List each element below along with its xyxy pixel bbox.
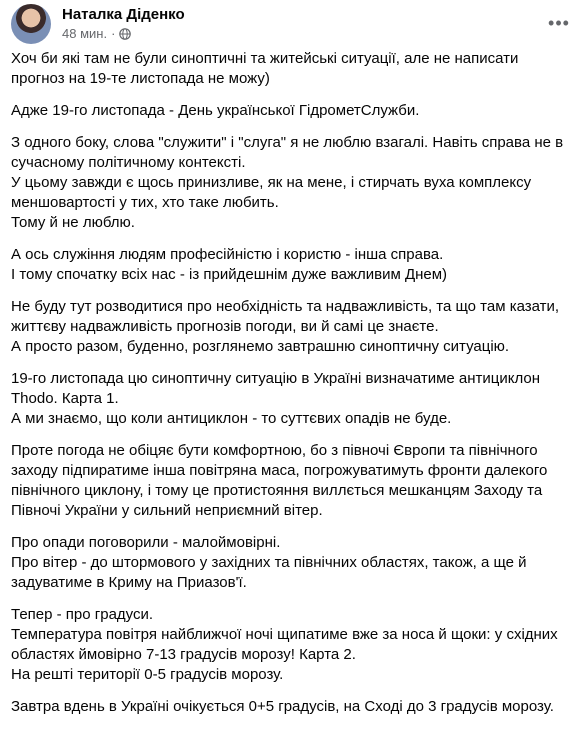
post-text-line: 19-го листопада цю синоптичну ситуацію в Україні визначатиме антициклон <box>11 370 541 387</box>
post-text-line: Thodo. Карта 1. <box>11 390 119 407</box>
post-paragraph <box>11 49 571 89</box>
post-paragraph <box>11 441 571 521</box>
post-text-line: задуватиме в Криму на Приазов'ї. <box>11 574 247 591</box>
post-text-line: Не буду тут розводитися про необхідність та надважливість, та що там казати, <box>11 298 560 315</box>
post-paragraph <box>11 297 571 357</box>
globe-icon[interactable] <box>119 28 131 40</box>
post-time[interactable]: 48 мин. <box>62 26 108 41</box>
post-text-line: Півночі України у сильний неприємний вітер. <box>11 502 323 519</box>
three-dots-icon: ••• <box>548 12 570 33</box>
post-text-line: Проте погода не обіцяє бути комфортною, бо з півночі Європи та північного <box>11 442 538 459</box>
more-options-button[interactable] <box>546 10 572 36</box>
post-paragraph <box>11 533 571 593</box>
post-text-line: З одного боку, слова "служити" і "слуга" я не люблю взагалі. Навіть справа не в <box>11 134 564 151</box>
post-paragraph <box>11 245 571 285</box>
author-name[interactable]: Наталка Діденко <box>62 6 185 23</box>
post-text-line: На решті території 0-5 градусів морозу. <box>11 666 284 683</box>
post-text-line: А ми знаємо, що коли антициклон - то суттєвих опадів не буде. <box>11 410 452 427</box>
post-paragraph <box>11 101 571 121</box>
post-text-line: заходу підпиратиме інша повітряна маса, погрожуватимуть фронти далекого <box>11 462 548 479</box>
post-text-line: І тому спочатку всіх нас - із прийдешнім дуже важливим Днем) <box>11 266 448 283</box>
post-text-line: життєву надважливість прогнозів погоди, ви й самі це знаєте. <box>11 318 439 335</box>
post-paragraph <box>11 369 571 429</box>
post-text-line: Завтра вдень в Україні очікується 0+5 градусів, на Сході до 3 градусів морозу. <box>11 698 554 715</box>
post-paragraph <box>11 605 571 685</box>
post-text-line: Температура повітря найближчої ночі щипатиме вже за носа й щоки: у східних <box>11 626 558 643</box>
post-text-line: меншовартості у тих, хто таке любить. <box>11 194 279 211</box>
post-text-line: Адже 19-го листопада - День української ГідрометСлужби. <box>11 102 420 119</box>
post-text-line: Про опади поговорили - малоймовірні. <box>11 534 281 551</box>
post-text-line: У цьому завжди є щось принизливе, як на мене, і стирчать вуха комплексу <box>11 174 532 191</box>
post-text-line: областях ймовірно 7-13 градусів морозу! Карта 2. <box>11 646 356 663</box>
post-text-line: Хоч би які там не були синоптичні та житейські ситуації, але не написати <box>11 50 519 67</box>
post-paragraph <box>11 133 571 233</box>
post-meta <box>62 26 131 41</box>
post-header <box>11 4 584 48</box>
post-text-line: прогноз на 19-те листопада не можу) <box>11 70 270 87</box>
post-text-line: Тепер - про градуси. <box>11 606 154 623</box>
post-text-line: північного циклону, і тому це протистояння виллється мешканцям Заходу та <box>11 482 543 499</box>
post-paragraph <box>11 697 571 717</box>
post-text <box>11 49 571 729</box>
post-text-line: сучасному політичному контексті. <box>11 154 246 171</box>
post-text-line: А просто разом, буденно, розглянемо завтрашню синоптичну ситуацію. <box>11 338 510 355</box>
post-text-line: А ось служіння людям професійністю і користю - інша справа. <box>11 246 444 263</box>
meta-separator: · <box>111 26 116 41</box>
avatar[interactable] <box>11 4 51 44</box>
post-text-line: Про вітер - до штормового у західних та північних областях, також, а ще й <box>11 554 527 571</box>
post-text-line: Тому й не люблю. <box>11 214 135 231</box>
